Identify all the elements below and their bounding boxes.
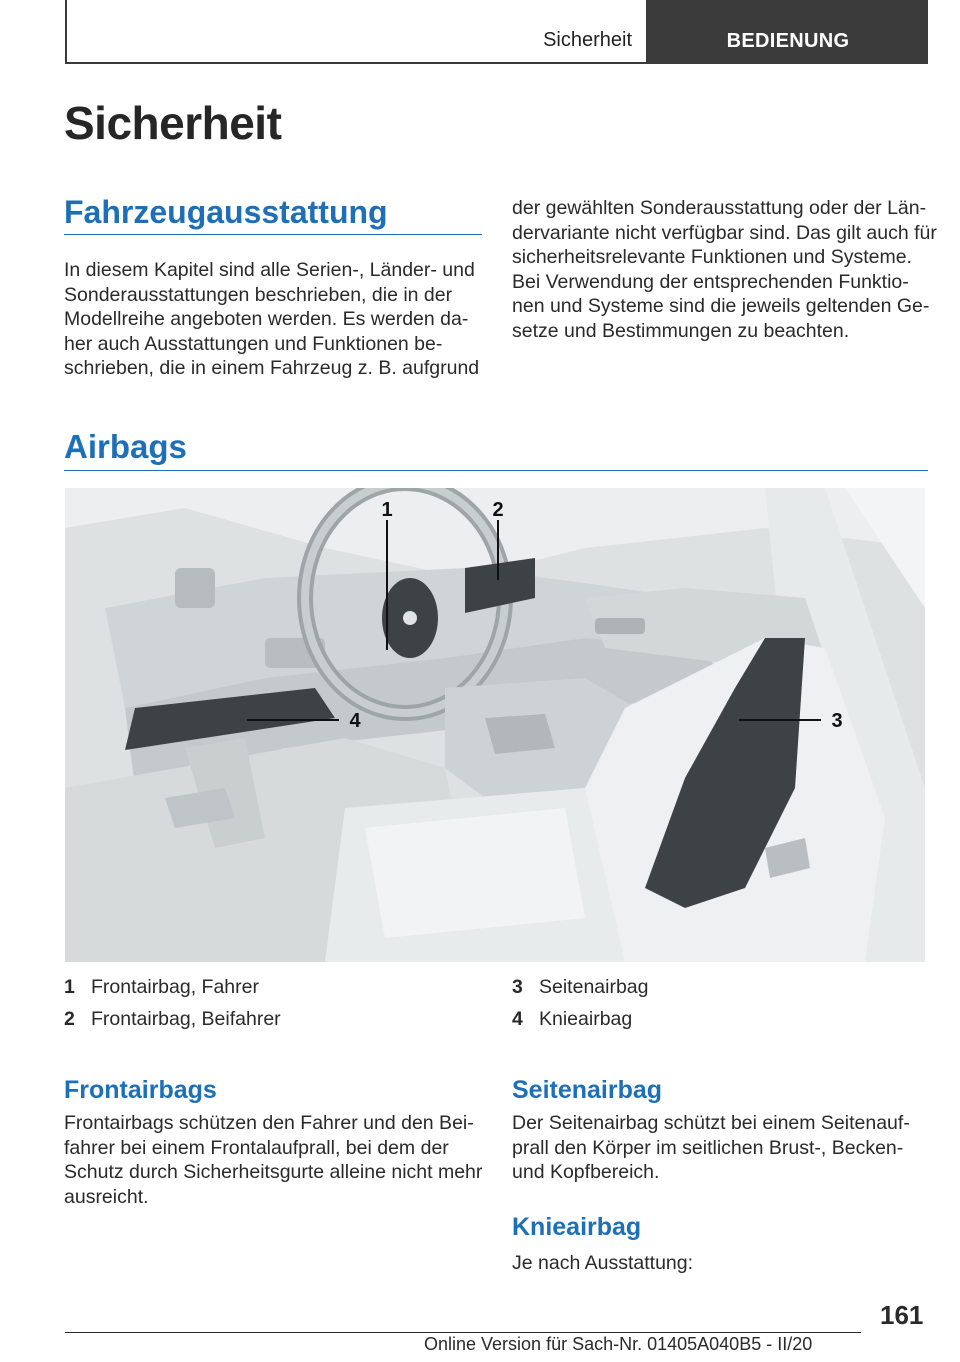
legend-item: [512, 1003, 649, 1035]
text-line: dervariante nicht verfügbar sind. Das gilt auch für: [512, 221, 937, 244]
text-line: Schutz durch Sicherheitsgurte alleine nicht mehr: [64, 1161, 483, 1183]
text-line: und Kopfbereich.: [512, 1161, 660, 1183]
frontairbags-heading: Frontairbags: [64, 1076, 217, 1104]
text-line: Modellreihe angeboten werden. Es werden da-: [64, 308, 469, 330]
callout-overlay: [65, 488, 925, 962]
heading-rule: [64, 234, 482, 235]
running-header: [65, 0, 928, 64]
text-line: nen und Systeme sind die jeweils geltenden Ge-: [512, 295, 930, 317]
text-line: Der Seitenairbag schützt bei einem Seitenauf-: [512, 1112, 910, 1134]
legend-number: 4: [512, 1007, 523, 1030]
text-line: ausreicht.: [64, 1185, 149, 1208]
knieairbag-text: [512, 1251, 693, 1276]
text-line: schrieben, die in einem Fahrzeug z. B. aufgrund: [64, 357, 480, 379]
callout-label-4: 4: [349, 710, 361, 732]
legend-item: [64, 1003, 281, 1035]
fahrzeug-left-text: [64, 258, 479, 381]
frontairbags-text: [64, 1111, 482, 1209]
text-line: der gewählten Sonderausstattung oder der Län-: [512, 197, 927, 219]
legend-label: Frontairbag, Fahrer: [91, 975, 259, 998]
knieairbag-heading: Knieairbag: [512, 1213, 642, 1241]
seitenairbag-text: [512, 1111, 910, 1185]
callout-label-1: 1: [381, 499, 393, 521]
legend-number: 3: [512, 975, 523, 998]
text-line: Sonderausstattungen beschrieben, die in der: [64, 283, 453, 306]
text-line: setze und Bestimmungen zu beachten.: [512, 319, 850, 342]
legend-label: Seitenairbag: [539, 975, 649, 998]
header-chapter-tab[interactable]: BEDIENUNG: [648, 0, 928, 64]
text-line: fahrer bei einem Frontalaufprall, bei dem der: [64, 1136, 449, 1159]
callout-label-2: 2: [492, 499, 504, 521]
legend-left: [64, 971, 281, 1035]
header-section-tab[interactable]: Sicherheit: [65, 0, 648, 64]
airbag-illustration: [65, 488, 925, 962]
text-line: Je nach Ausstattung:: [512, 1252, 694, 1274]
legend-number: 1: [64, 975, 75, 998]
legend-right: [512, 971, 649, 1035]
heading-rule: [64, 470, 928, 471]
footer-text: Online Version für Sach-Nr. 01405A040B5 - II/20: [424, 1334, 813, 1354]
legend-label: Knieairbag: [539, 1007, 633, 1030]
text-line: Frontairbags schützen den Fahrer und den Bei-: [64, 1112, 474, 1134]
fahrzeugausstattung-heading: Fahrzeugausstattung: [64, 194, 388, 230]
callout-label-3: 3: [831, 710, 843, 732]
fahrzeug-right-text: [512, 196, 937, 343]
legend-label: Frontairbag, Beifahrer: [91, 1007, 281, 1030]
text-line: sicherheitsrelevante Funktionen und Systeme.: [512, 246, 912, 268]
legend-item: [512, 971, 649, 1003]
text-line: prall den Körper im seitlichen Brust-, Becken-: [512, 1136, 904, 1159]
legend-number: 2: [64, 1007, 75, 1030]
legend-item: [64, 971, 281, 1003]
footer-rule: [65, 1332, 861, 1333]
text-line: her auch Ausstattungen und Funktionen be-: [64, 332, 443, 355]
airbags-heading: Airbags: [64, 428, 187, 465]
text-line: Bei Verwendung der entsprechenden Funktio-: [512, 270, 909, 293]
page-number: 161: [880, 1300, 924, 1330]
page-title: Sicherheit: [64, 97, 282, 149]
seitenairbag-heading: Seitenairbag: [512, 1076, 663, 1104]
text-line: In diesem Kapitel sind alle Serien-, Länder- und: [64, 259, 475, 281]
